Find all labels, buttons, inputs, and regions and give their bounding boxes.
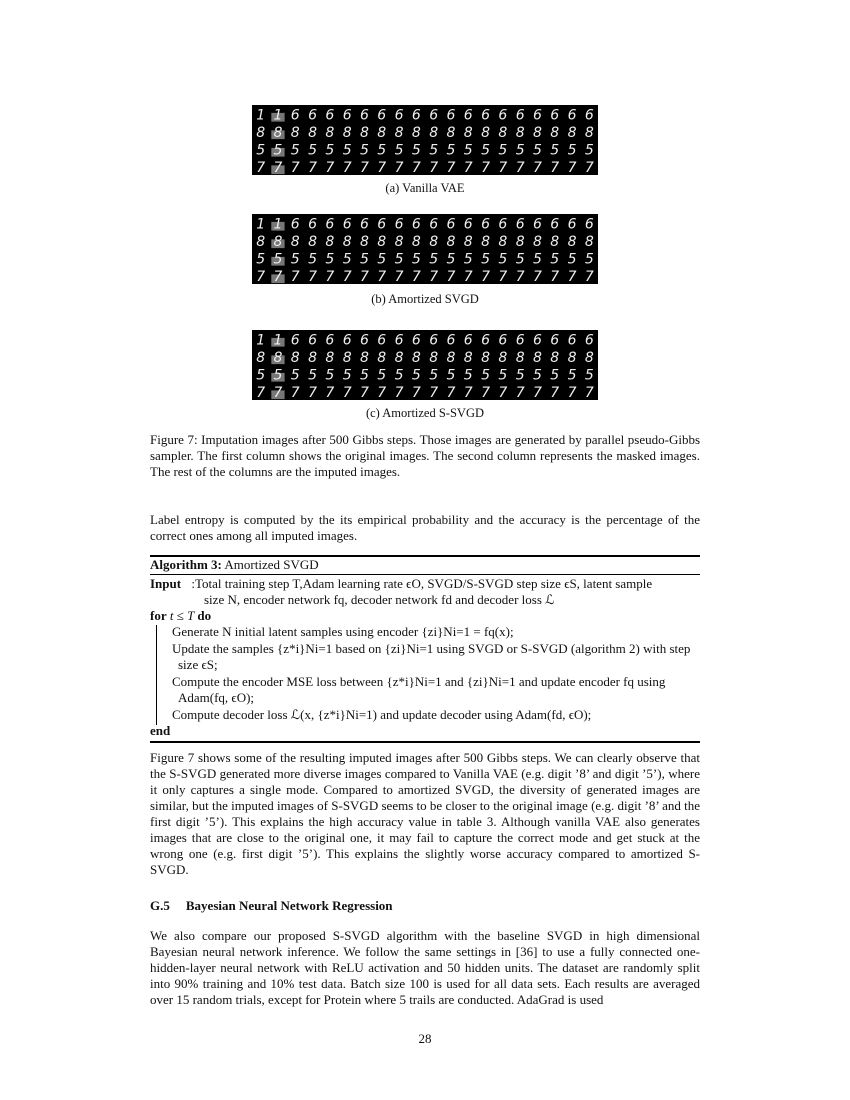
digit-glyph: 8: [308, 233, 318, 250]
digit-glyph: 8: [446, 124, 456, 141]
digit-glyph: 7: [325, 384, 335, 400]
digit-glyph: 8: [411, 124, 421, 141]
digit-glyph: 7: [394, 268, 404, 284]
digit-glyph: 7: [532, 159, 542, 175]
digit-glyph: 8: [290, 349, 300, 366]
digit-glyph: 6: [394, 107, 404, 124]
digit-glyph: 7: [325, 268, 335, 284]
digit-glyph: 8: [394, 349, 404, 366]
digit-glyph: 6: [308, 332, 318, 349]
digit-glyph: 6: [567, 216, 577, 233]
digit-glyph: 8: [429, 233, 439, 250]
digit-glyph: 6: [429, 332, 439, 349]
digit-glyph: 5: [411, 367, 421, 384]
digit-glyph: 8: [394, 124, 404, 141]
for-condition: t ≤ T: [166, 608, 198, 623]
algo-mid-rule: [150, 574, 700, 575]
digit-glyph: 6: [411, 332, 421, 349]
digit-glyph: 5: [463, 251, 473, 268]
digit-glyph: 7: [498, 159, 508, 175]
digit-glyph: 7: [411, 159, 421, 175]
digit-glyph: 5: [290, 251, 300, 268]
digit-glyph: 5: [446, 251, 456, 268]
digit-glyph: 6: [394, 332, 404, 349]
digit-glyph: 7: [446, 268, 456, 284]
digit-glyph: 6: [532, 107, 542, 124]
digit-glyph: 8: [481, 124, 491, 141]
digit-glyph: 8: [411, 233, 421, 250]
subcaption-c: (c) Amortized S-SVGD: [365, 406, 485, 420]
imputed-digits-image: [252, 330, 598, 400]
digit-glyph: 8: [515, 124, 525, 141]
digit-glyph: 8: [359, 124, 369, 141]
digit-glyph: 5: [584, 367, 594, 384]
subcaption-b: (b) Amortized SVGD: [371, 292, 479, 306]
digit-glyph: 8: [273, 349, 283, 366]
digit-glyph: 8: [394, 233, 404, 250]
end-keyword: end: [150, 723, 171, 738]
digit-glyph: 5: [359, 251, 369, 268]
digit-glyph: 7: [463, 268, 473, 284]
digit-glyph: 7: [342, 384, 352, 400]
digit-glyph: 7: [498, 384, 508, 400]
digit-glyph: 1: [273, 216, 283, 233]
digit-glyph: 5: [394, 251, 404, 268]
digit-glyph: 6: [584, 216, 594, 233]
digit-glyph: 6: [394, 216, 404, 233]
step-3a: Compute the encoder MSE loss between {z*i}Ni=1 and {zi}Ni=1 and update encoder fq using: [172, 674, 666, 689]
digit-glyph: 7: [567, 384, 577, 400]
digit-glyph: 5: [463, 367, 473, 384]
digit-glyph: 5: [550, 367, 560, 384]
digit-glyph: 7: [342, 268, 352, 284]
digit-glyph: 8: [463, 233, 473, 250]
digit-glyph: 8: [290, 233, 300, 250]
algorithm-box: [150, 557, 700, 742]
digit-glyph: 7: [273, 268, 283, 284]
digit-glyph: 7: [308, 384, 318, 400]
digit-glyph: 8: [567, 233, 577, 250]
digit-glyph: 8: [532, 124, 542, 141]
digit-glyph: 7: [308, 268, 318, 284]
digit-glyph: 7: [290, 159, 300, 175]
digit-glyph: 5: [567, 367, 577, 384]
digit-glyph: 6: [481, 107, 491, 124]
digit-glyph: 8: [273, 233, 283, 250]
digit-glyph: 8: [498, 124, 508, 141]
digit-glyph: 5: [290, 367, 300, 384]
digit-glyph: 5: [532, 251, 542, 268]
digit-glyph: 5: [411, 251, 421, 268]
digit-glyph: 6: [325, 332, 335, 349]
digit-glyph: 5: [342, 251, 352, 268]
figure-caption: Figure 7: Imputation images after 500 Gibbs steps. Those images are generated by parallel pseudo-Gibbs sampler. The first column shows the original images. The second column represents the masked images. The rest of the columns are the imputed images.: [150, 432, 700, 479]
digit-glyph: 7: [359, 384, 369, 400]
digit-glyph: 6: [429, 216, 439, 233]
digit-glyph: 6: [498, 216, 508, 233]
digit-glyph: 5: [498, 142, 508, 159]
digit-glyph: 6: [567, 107, 577, 124]
digit-glyph: 8: [429, 124, 439, 141]
digit-glyph: 5: [463, 142, 473, 159]
digit-grid-amortized-s-svgd: [252, 330, 598, 400]
do-keyword: do: [197, 608, 212, 623]
digit-glyph: 6: [498, 107, 508, 124]
digit-glyph: 6: [446, 107, 456, 124]
digit-glyph: 6: [463, 107, 473, 124]
digit-glyph: 6: [463, 332, 473, 349]
digit-glyph: 7: [515, 159, 525, 175]
digit-glyph: 8: [411, 349, 421, 366]
digit-glyph: 5: [532, 367, 542, 384]
digit-glyph: 5: [429, 251, 439, 268]
digit-glyph: 6: [550, 216, 560, 233]
digit-glyph: 7: [256, 384, 266, 400]
algorithm-title: [150, 557, 319, 573]
digit-glyph: 6: [446, 332, 456, 349]
digit-glyph: 7: [515, 384, 525, 400]
digit-glyph: 5: [273, 251, 283, 268]
digit-glyph: 6: [359, 107, 369, 124]
digit-glyph: 5: [481, 142, 491, 159]
digit-glyph: 8: [532, 349, 542, 366]
digit-glyph: 8: [308, 349, 318, 366]
digit-glyph: 5: [342, 142, 352, 159]
digit-glyph: 6: [377, 216, 387, 233]
digit-glyph: 6: [359, 216, 369, 233]
digit-glyph: 8: [273, 124, 283, 141]
digit-glyph: 6: [515, 332, 525, 349]
digit-glyph: 7: [308, 159, 318, 175]
digit-glyph: 6: [550, 107, 560, 124]
digit-glyph: 7: [377, 159, 387, 175]
digit-glyph: 7: [584, 159, 594, 175]
digit-glyph: 7: [446, 384, 456, 400]
digit-glyph: 1: [273, 107, 283, 124]
digit-glyph: 7: [290, 384, 300, 400]
digit-glyph: 8: [377, 124, 387, 141]
digit-glyph: 7: [481, 268, 491, 284]
digit-glyph: 8: [256, 124, 266, 141]
digit-glyph: 8: [550, 233, 560, 250]
digit-glyph: 6: [359, 332, 369, 349]
digit-glyph: 6: [290, 216, 300, 233]
digit-glyph: 5: [377, 142, 387, 159]
digit-glyph: 6: [377, 107, 387, 124]
digit-glyph: 8: [377, 349, 387, 366]
digit-glyph: 6: [377, 332, 387, 349]
digit-grid-vanilla-vae: [252, 105, 598, 175]
digit-glyph: 6: [342, 332, 352, 349]
digit-glyph: 5: [359, 367, 369, 384]
digit-glyph: 6: [325, 107, 335, 124]
digit-glyph: 5: [325, 367, 335, 384]
digit-glyph: 5: [342, 367, 352, 384]
digit-glyph: 8: [308, 124, 318, 141]
digit-glyph: 1: [256, 216, 266, 233]
digit-glyph: 7: [273, 384, 283, 400]
digit-glyph: 7: [498, 268, 508, 284]
section-number: G.5: [150, 898, 170, 913]
digit-glyph: 5: [498, 251, 508, 268]
digit-glyph: 6: [532, 216, 542, 233]
digit-glyph: 7: [567, 159, 577, 175]
digit-glyph: 5: [325, 251, 335, 268]
paragraph-bnn: We also compare our proposed S-SVGD algorithm with the baseline SVGD in high dimensional Bayesian neural network inference. We follow the same settings in [36] to use a fully connected one-hidden-layer neural network with ReLU activation and 50 hidden units. The dataset are randomly split into 90% training and 10% test data. Batch size 100 is used for all data sets. Each results are averaged over 15 random trials, except for Protein where 5 trails are conducted. AdaGrad is used: [150, 928, 700, 1007]
digit-glyph: 5: [481, 251, 491, 268]
digit-glyph: 6: [550, 332, 560, 349]
digit-glyph: 1: [273, 332, 283, 349]
digit-glyph: 5: [394, 367, 404, 384]
digit-glyph: 5: [308, 142, 318, 159]
algorithm-title-label: Algorithm 3:: [150, 557, 222, 572]
digit-glyph: 7: [550, 384, 560, 400]
digit-glyph: 6: [290, 332, 300, 349]
digit-glyph: 7: [377, 384, 387, 400]
digit-glyph: 5: [550, 142, 560, 159]
digit-glyph: 7: [463, 159, 473, 175]
digit-glyph: 7: [550, 159, 560, 175]
digit-glyph: 6: [584, 332, 594, 349]
digit-glyph: 8: [567, 124, 577, 141]
step-2a: Update the samples {z*i}Ni=1 based on {zi}Ni=1 using SVGD or S-SVGD (algorithm 2) with step: [172, 641, 691, 656]
digit-glyph: 6: [308, 216, 318, 233]
digit-glyph: 8: [584, 124, 594, 141]
digit-glyph: 8: [515, 349, 525, 366]
digit-glyph: 8: [446, 349, 456, 366]
digit-glyph: 8: [498, 349, 508, 366]
digit-glyph: 7: [256, 268, 266, 284]
digit-glyph: 8: [463, 349, 473, 366]
digit-glyph: 7: [273, 159, 283, 175]
digit-glyph: 5: [567, 142, 577, 159]
digit-glyph: 6: [481, 216, 491, 233]
digit-glyph: 7: [394, 384, 404, 400]
digit-glyph: 7: [567, 268, 577, 284]
digit-glyph: 7: [532, 268, 542, 284]
digit-glyph: 6: [532, 332, 542, 349]
digit-glyph: 8: [290, 124, 300, 141]
digit-glyph: 7: [325, 159, 335, 175]
digit-glyph: 6: [429, 107, 439, 124]
digit-glyph: 8: [550, 349, 560, 366]
step-4: Compute decoder loss ℒ(x, {z*i}Ni=1) and update decoder using Adam(fd, ϵO);: [172, 707, 592, 722]
algorithm-title-text: Amortized SVGD: [221, 557, 319, 572]
digit-glyph: 8: [446, 233, 456, 250]
digit-glyph: 5: [273, 367, 283, 384]
digit-glyph: 5: [481, 367, 491, 384]
digit-glyph: 5: [584, 251, 594, 268]
digit-glyph: 7: [359, 159, 369, 175]
digit-glyph: 7: [550, 268, 560, 284]
digit-glyph: 6: [584, 107, 594, 124]
digit-glyph: 5: [446, 142, 456, 159]
digit-glyph: 8: [481, 233, 491, 250]
digit-glyph: 7: [584, 384, 594, 400]
digit-glyph: 5: [550, 251, 560, 268]
digit-glyph: 7: [463, 384, 473, 400]
digit-glyph: 8: [325, 233, 335, 250]
digit-glyph: 8: [584, 233, 594, 250]
digit-glyph: 6: [325, 216, 335, 233]
imputed-digits-image: [252, 105, 598, 175]
digit-glyph: 8: [325, 349, 335, 366]
digit-glyph: 6: [342, 107, 352, 124]
digit-glyph: 5: [325, 142, 335, 159]
imputed-digits-image: [252, 214, 598, 284]
digit-grid-amortized-svgd: [252, 214, 598, 284]
digit-glyph: 5: [308, 367, 318, 384]
digit-glyph: 8: [359, 349, 369, 366]
digit-glyph: 5: [377, 367, 387, 384]
digit-glyph: 8: [342, 349, 352, 366]
digit-glyph: 6: [463, 216, 473, 233]
digit-glyph: 5: [429, 367, 439, 384]
digit-glyph: 5: [290, 142, 300, 159]
digit-glyph: 7: [584, 268, 594, 284]
digit-glyph: 8: [515, 233, 525, 250]
digit-glyph: 8: [256, 349, 266, 366]
digit-glyph: 7: [359, 268, 369, 284]
digit-glyph: 7: [481, 384, 491, 400]
digit-glyph: 8: [567, 349, 577, 366]
digit-glyph: 5: [273, 142, 283, 159]
digit-glyph: 7: [515, 268, 525, 284]
digit-glyph: 5: [515, 251, 525, 268]
digit-glyph: 8: [550, 124, 560, 141]
digit-glyph: 5: [515, 142, 525, 159]
for-line: [150, 608, 211, 624]
digit-glyph: 6: [308, 107, 318, 124]
digit-glyph: 8: [359, 233, 369, 250]
digit-glyph: 8: [342, 233, 352, 250]
digit-glyph: 7: [532, 384, 542, 400]
digit-glyph: 7: [429, 268, 439, 284]
section-heading: [150, 898, 393, 914]
algo-bottom-rule: [150, 741, 700, 743]
digit-glyph: 7: [394, 159, 404, 175]
digit-glyph: 8: [532, 233, 542, 250]
digit-glyph: 5: [584, 142, 594, 159]
digit-glyph: 5: [256, 251, 266, 268]
digit-glyph: 7: [342, 159, 352, 175]
digit-glyph: 7: [411, 268, 421, 284]
digit-glyph: 5: [532, 142, 542, 159]
digit-glyph: 5: [567, 251, 577, 268]
for-keyword: for: [150, 608, 167, 623]
loop-bar: [156, 625, 157, 725]
digit-glyph: 6: [411, 107, 421, 124]
digit-glyph: 8: [325, 124, 335, 141]
digit-glyph: 5: [446, 367, 456, 384]
digit-glyph: 5: [308, 251, 318, 268]
digit-glyph: 8: [256, 233, 266, 250]
input-line-1: :Total training step T,Adam learning rate ϵO, SVGD/S-SVGD step size ϵS, latent sample: [191, 576, 653, 591]
page-number: 28: [418, 1031, 432, 1046]
paragraph-figure7-discussion: Figure 7 shows some of the resulting imputed images after 500 Gibbs steps. We can clearly observe that the S-SVGD generated more diverse images compared to Vanilla VAE (e.g. digit ’8’ and digit ’5’), where it only captures a single mode. Compared to amortized SVGD, the diversity of generated images are similar, but the imputed images of S-SVGD seems to be closer to the original image (e.g. digit ’8’ and the first digit ’5’). This explains the high accuracy value in table 3. Although vanilla VAE also generates images that are close to the original one, it may fail to capture the correct mode and get stuck at the wrong one (e.g. first digit ’5’). This explains the slightly worse accuracy compared to amortized S-SVGD.: [150, 750, 700, 877]
digit-glyph: 8: [481, 349, 491, 366]
digit-glyph: 5: [498, 367, 508, 384]
digit-glyph: 5: [359, 142, 369, 159]
input-keyword: Input: [150, 576, 182, 591]
digit-glyph: 7: [429, 159, 439, 175]
subcaption-a: (a) Vanilla VAE: [385, 181, 465, 195]
paragraph-label-entropy: Label entropy is computed by the its empirical probability and the accuracy is the percentage of the correct ones among all imputed images.: [150, 512, 700, 543]
digit-glyph: 5: [256, 142, 266, 159]
digit-glyph: 8: [342, 124, 352, 141]
digit-glyph: 7: [256, 159, 266, 175]
digit-glyph: 8: [584, 349, 594, 366]
digit-glyph: 5: [256, 367, 266, 384]
section-title: Bayesian Neural Network Regression: [185, 898, 393, 913]
digit-glyph: 7: [377, 268, 387, 284]
digit-glyph: 5: [515, 367, 525, 384]
digit-glyph: 7: [481, 159, 491, 175]
digit-glyph: 6: [498, 332, 508, 349]
digit-glyph: 6: [567, 332, 577, 349]
digit-glyph: 8: [429, 349, 439, 366]
digit-glyph: 6: [515, 216, 525, 233]
digit-glyph: 8: [377, 233, 387, 250]
digit-glyph: 1: [256, 332, 266, 349]
digit-glyph: 6: [515, 107, 525, 124]
digit-glyph: 5: [377, 251, 387, 268]
digit-glyph: 6: [411, 216, 421, 233]
step-2b: size ϵS;: [178, 657, 218, 672]
digit-glyph: 7: [290, 268, 300, 284]
digit-glyph: 7: [411, 384, 421, 400]
digit-glyph: 8: [463, 124, 473, 141]
digit-glyph: 6: [342, 216, 352, 233]
digit-glyph: 6: [446, 216, 456, 233]
algorithm-input: [150, 576, 652, 592]
digit-glyph: 1: [256, 107, 266, 124]
digit-glyph: 5: [394, 142, 404, 159]
digit-glyph: 5: [411, 142, 421, 159]
step-1: Generate N initial latent samples using encoder {zi}Ni=1 = fq(x);: [172, 624, 514, 639]
digit-glyph: 6: [481, 332, 491, 349]
digit-glyph: 5: [429, 142, 439, 159]
digit-glyph: 6: [290, 107, 300, 124]
digit-glyph: 8: [498, 233, 508, 250]
digit-glyph: 7: [429, 384, 439, 400]
digit-glyph: 7: [446, 159, 456, 175]
input-line-2: size N, encoder network fq, decoder network fd and decoder loss ℒ: [204, 592, 555, 607]
step-3b: Adam(fq, ϵO);: [178, 690, 255, 705]
